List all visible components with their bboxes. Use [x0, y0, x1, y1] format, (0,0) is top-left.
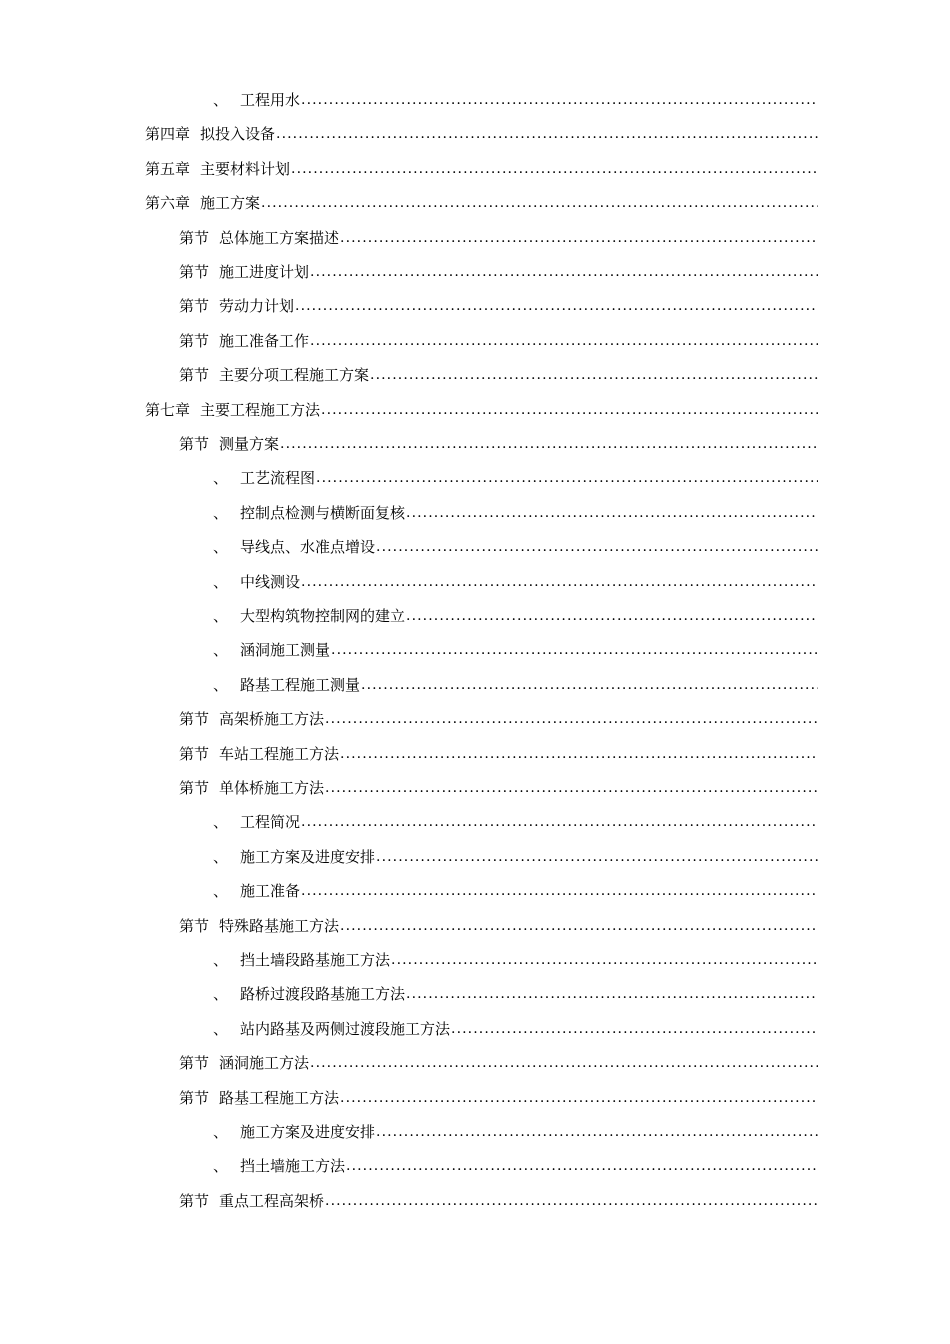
toc-entry-title: 劳动力计划	[219, 297, 295, 316]
toc-entry-number: 第节	[179, 1088, 210, 1107]
toc-entry[interactable]	[179, 699, 818, 729]
toc-entry-number: 第四章	[145, 125, 191, 144]
toc-entry[interactable]	[179, 1078, 818, 1108]
toc-entry-number: 第节	[179, 435, 210, 453]
toc-entry-number: 第节	[179, 916, 210, 935]
toc-entry[interactable]	[213, 527, 818, 557]
toc-entry[interactable]	[179, 1181, 818, 1211]
toc-dot-leader	[340, 916, 818, 936]
toc-dot-leader	[325, 709, 818, 729]
toc-entry[interactable]	[179, 1043, 818, 1073]
toc-dot-leader	[276, 124, 818, 144]
toc-entry-title: 站内路基及两侧过渡段施工方法	[240, 1019, 451, 1038]
toc-entry-title: 特殊路基施工方法	[219, 916, 340, 935]
toc-entry-title: 路基工程施工测量	[240, 675, 361, 694]
toc-entry[interactable]	[179, 355, 818, 385]
toc-dot-leader	[406, 984, 818, 1004]
toc-dot-leader	[325, 778, 818, 798]
toc-entry-title: 挡土墙施工方法	[240, 1157, 346, 1176]
toc-dot-leader	[325, 1191, 818, 1211]
toc-entry-number: 第节	[179, 1054, 210, 1073]
toc-entry-title: 总体施工方案描述	[219, 228, 340, 247]
toc-dot-leader	[316, 468, 818, 488]
toc-entry[interactable]	[213, 837, 818, 867]
toc-entry-title: 拟投入设备	[200, 125, 276, 144]
toc-entry[interactable]	[179, 286, 818, 316]
toc-entry[interactable]	[213, 596, 818, 626]
toc-dot-leader	[376, 1122, 818, 1142]
toc-entry-number: 、	[213, 641, 229, 660]
toc-entry-number: 、	[213, 1123, 229, 1141]
toc-entry-number: 、	[213, 985, 229, 1004]
toc-entry[interactable]	[145, 390, 818, 420]
toc-entry-number: 第节	[179, 366, 210, 385]
toc-entry[interactable]	[145, 149, 818, 179]
toc-entry-number: 第六章	[145, 194, 191, 213]
toc-entry[interactable]	[179, 321, 818, 351]
toc-entry-number: 、	[213, 847, 229, 866]
toc-entry[interactable]	[213, 630, 818, 660]
toc-entry-number: 、	[213, 572, 229, 591]
toc-entry[interactable]	[179, 768, 818, 798]
toc-entry-number: 第节	[179, 779, 210, 797]
toc-entry-title: 工艺流程图	[240, 469, 316, 488]
toc-entry-title: 重点工程高架桥	[219, 1191, 325, 1210]
toc-dot-leader	[280, 434, 818, 454]
toc-dot-leader	[301, 572, 818, 592]
toc-entry[interactable]	[213, 1146, 818, 1176]
toc-entry-title: 施工方案	[200, 194, 261, 213]
toc-entry-title: 单体桥施工方法	[219, 779, 325, 797]
toc-entry-number: 、	[213, 469, 229, 488]
toc-entry[interactable]	[179, 252, 818, 282]
toc-dot-leader	[346, 1156, 818, 1176]
toc-dot-leader	[361, 675, 818, 695]
toc-entry-number: 第节	[179, 297, 210, 316]
toc-dot-leader	[391, 950, 818, 970]
toc-entry-number: 第节	[179, 228, 210, 247]
toc-entry[interactable]	[213, 871, 818, 901]
toc-dot-leader	[310, 1053, 818, 1073]
toc-entry-title: 施工进度计划	[219, 263, 310, 281]
toc-entry[interactable]	[179, 424, 818, 454]
toc-entry-number: 第节	[179, 744, 210, 763]
toc-entry-number: 、	[213, 1019, 229, 1038]
toc-entry[interactable]	[213, 80, 818, 110]
toc-entry[interactable]	[213, 493, 818, 523]
toc-dot-leader	[340, 228, 818, 248]
toc-entry-title: 主要分项工程施工方案	[219, 366, 370, 385]
toc-entry-number: 、	[213, 607, 229, 625]
toc-dot-leader	[310, 262, 818, 282]
toc-dot-leader	[301, 90, 818, 110]
toc-entry-number: 第七章	[145, 400, 191, 419]
toc-dot-leader	[310, 331, 818, 351]
toc-entry[interactable]	[179, 218, 818, 248]
toc-entry-title: 中线测设	[240, 572, 301, 591]
toc-entry[interactable]	[213, 974, 818, 1004]
toc-entry-title: 施工方案及进度安排	[240, 847, 376, 866]
toc-entry-title: 控制点检测与横断面复核	[240, 503, 406, 522]
toc-entry[interactable]	[179, 906, 818, 936]
toc-entry[interactable]	[213, 802, 818, 832]
toc-dot-leader	[376, 537, 818, 557]
toc-entry-number: 第节	[179, 331, 210, 350]
toc-entry-title: 工程简况	[240, 813, 301, 832]
toc-entry-title: 主要材料计划	[200, 159, 291, 178]
toc-entry-title: 主要工程施工方法	[200, 400, 321, 419]
toc-entry-number: 、	[213, 1157, 229, 1176]
toc-entry[interactable]	[213, 1112, 818, 1142]
toc-entry-title: 涵洞施工测量	[240, 641, 331, 660]
toc-entry-title: 涵洞施工方法	[219, 1054, 310, 1073]
toc-entry-title: 施工准备工作	[219, 331, 310, 350]
toc-entry[interactable]	[145, 183, 818, 213]
toc-entry[interactable]	[213, 940, 818, 970]
toc-dot-leader	[376, 847, 818, 867]
toc-entry-title: 车站工程施工方法	[219, 744, 340, 763]
toc-entry-number: 、	[213, 538, 229, 557]
toc-dot-leader	[261, 193, 818, 213]
toc-dot-leader	[295, 296, 818, 316]
toc-entry-number: 、	[213, 91, 229, 109]
toc-dot-leader	[451, 1019, 818, 1039]
toc-dot-leader	[291, 159, 818, 179]
toc-entry-number: 第节	[179, 1191, 210, 1210]
toc-entry-title: 路基工程施工方法	[219, 1088, 340, 1107]
toc-dot-leader	[370, 365, 818, 385]
toc-entry-title: 大型构筑物控制网的建立	[240, 607, 406, 625]
toc-entry[interactable]	[213, 562, 818, 592]
toc-entry[interactable]	[145, 114, 818, 144]
toc-dot-leader	[340, 744, 818, 764]
toc-entry-title: 施工准备	[240, 882, 301, 901]
toc-entry-title: 路桥过渡段路基施工方法	[240, 985, 406, 1004]
toc-entry[interactable]	[213, 1009, 818, 1039]
toc-dot-leader	[406, 606, 818, 626]
toc-entry-title: 测量方案	[219, 435, 280, 453]
toc-entry-title: 工程用水	[240, 91, 301, 109]
toc-dot-leader	[301, 812, 818, 832]
toc-entry-number: 、	[213, 813, 229, 832]
toc-entry-title: 挡土墙段路基施工方法	[240, 951, 391, 969]
toc-dot-leader	[321, 400, 818, 420]
toc-entry[interactable]	[213, 458, 818, 488]
toc-entry-number: 、	[213, 675, 229, 694]
toc-entry-number: 第节	[179, 263, 210, 281]
toc-entry-number: 第节	[179, 710, 210, 729]
toc-dot-leader	[340, 1088, 818, 1108]
toc-dot-leader	[406, 503, 818, 523]
toc-entry-number: 、	[213, 951, 229, 969]
toc-entry-number: 、	[213, 503, 229, 522]
toc-entry-title: 施工方案及进度安排	[240, 1123, 376, 1141]
toc-entry-title: 高架桥施工方法	[219, 710, 325, 729]
toc-entry[interactable]	[179, 734, 818, 764]
toc-entry-title: 导线点、水准点增设	[240, 538, 376, 557]
toc-dot-leader	[301, 881, 818, 901]
toc-entry-number: 、	[213, 882, 229, 901]
toc-entry-number: 第五章	[145, 159, 191, 178]
toc-entry[interactable]	[213, 665, 818, 695]
toc-dot-leader	[331, 640, 818, 660]
